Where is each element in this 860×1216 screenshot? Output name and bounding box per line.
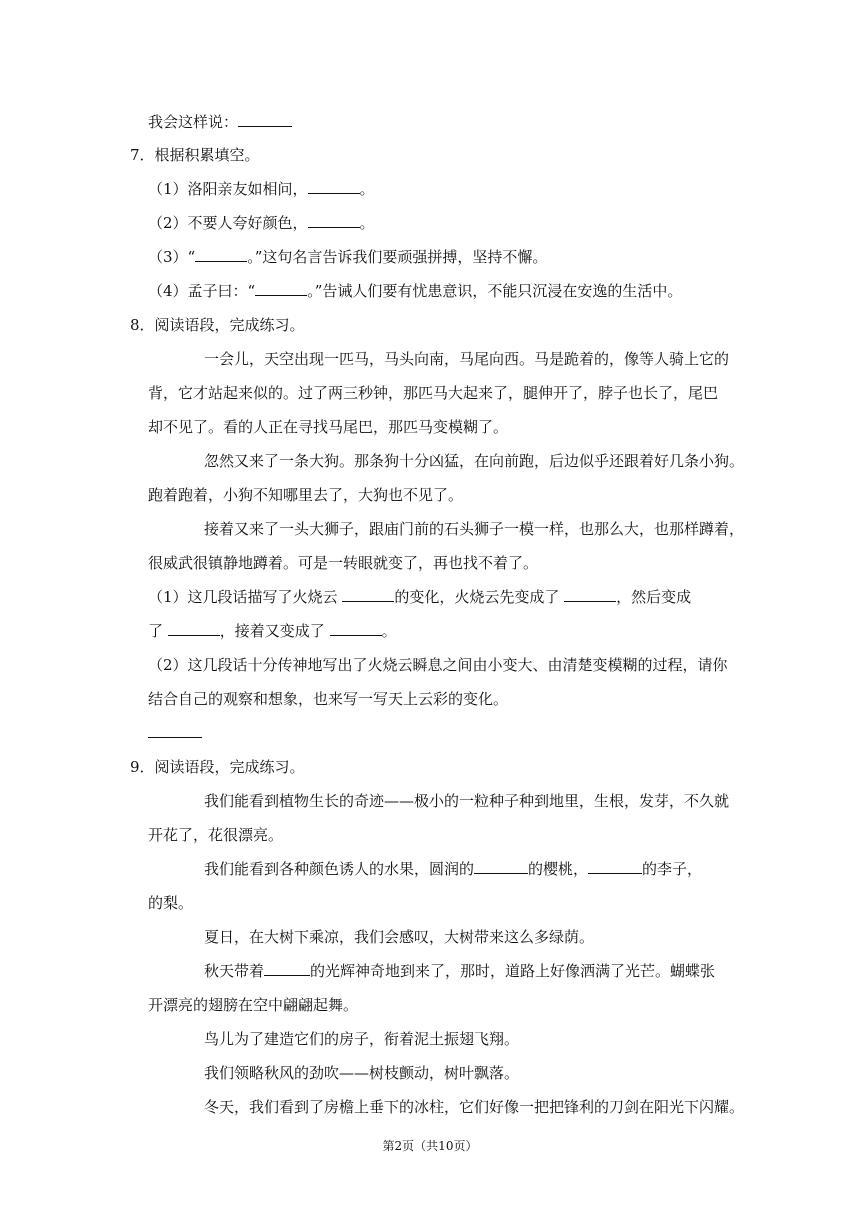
answer-blank[interactable]	[264, 961, 310, 976]
q7-title: 7．根据积累填空。	[130, 146, 260, 164]
q6-answer-line	[148, 112, 292, 132]
q8-para-3-line-2: 很威武很镇静地蹲着。可是一转眼就变了，再也找不着了。	[148, 554, 539, 572]
q8-para-1-line-1: 一会儿，天空出现一匹马，马头向南，马尾向西。马是跪着的，像等人骑上它的	[204, 350, 730, 368]
q7-item-3-end: 。”这句名言告诉我们要顽强拼搏，坚持不懈。	[247, 248, 548, 266]
answer-blank[interactable]	[308, 179, 360, 194]
q8-sub-1-text-b: 的变化，火烧云先变成了	[394, 588, 565, 606]
q9-para-2-text-b: 的樱桃，	[528, 860, 589, 878]
q8-sub-2-answer-line	[148, 723, 202, 743]
answer-blank[interactable]	[330, 621, 382, 636]
q9-para-2-line-1	[204, 859, 702, 879]
q8-title: 8．阅读语段，完成练习。	[130, 316, 305, 334]
answer-blank[interactable]	[255, 281, 307, 296]
q8-sub-1-line-1	[148, 587, 691, 607]
answer-blank[interactable]	[148, 723, 202, 738]
q9-para-1-line-2: 开花了，花很漂亮。	[148, 826, 284, 844]
q8-sub-1-text-f: 。	[381, 622, 397, 640]
q7-item-4	[148, 281, 682, 301]
q7-item-4-text: （4）孟子曰：“	[148, 282, 256, 300]
q7-item-1-end: 。	[359, 180, 375, 198]
q7-item-2-end: 。	[359, 214, 375, 232]
answer-blank[interactable]	[342, 587, 394, 602]
q6-say-label: 我会这样说：	[148, 113, 239, 131]
q9-para-7: 冬天，我们看到了房檐上垂下的冰柱，它们好像一把把锋利的刀剑在阳光下闪耀。	[204, 1098, 745, 1116]
q9-title: 9．阅读语段，完成练习。	[130, 758, 305, 776]
q9-para-1-line-1: 我们能看到植物生长的奇迹——极小的一粒种子种到地里，生根，发芽，不久就	[204, 792, 730, 810]
q9-para-2-text-c: 的李子，	[642, 860, 703, 878]
q9-para-2-text-a: 我们能看到各种颜色诱人的水果，圆润的	[204, 860, 475, 878]
q8-sub-2-line-1: （2）这几段话十分传神地写出了火烧云瞬息之间由小变大、由清楚变模糊的过程，请你	[148, 656, 728, 674]
q8-para-1-line-2: 背，它才站起来似的。过了两三秒钟，那匹马大起来了，腿伸开了，脖子也长了，尾巴	[148, 384, 719, 402]
q7-item-3-text: （3）“	[148, 248, 196, 266]
q9-para-3: 夏日，在大树下乘凉，我们会感叹，大树带来这么多绿荫。	[204, 928, 595, 946]
answer-blank[interactable]	[588, 859, 642, 874]
page-footer: 第2页（共10页）	[382, 1139, 478, 1153]
q8-sub-1-text-e: ，接着又变成了	[219, 622, 330, 640]
q8-sub-1-text-a: （1）这几段话描写了火烧云	[148, 588, 343, 606]
q7-item-4-end: 。”告诫人们要有忧患意识，不能只沉浸在安逸的生活中。	[307, 282, 683, 300]
q8-sub-2-line-2: 结合自己的观察和想象，也来写一写天上云彩的变化。	[148, 690, 509, 708]
q9-para-4-text-a: 秋天带着	[204, 962, 265, 980]
answer-blank[interactable]	[168, 621, 220, 636]
q9-para-2-line-2: 的梨。	[148, 894, 194, 912]
q7-item-2	[148, 213, 375, 233]
answer-blank[interactable]	[474, 859, 528, 874]
q9-para-5: 鸟儿为了建造它们的房子，衔着泥土振翅飞翔。	[204, 1030, 520, 1048]
q7-item-2-text: （2）不要人夸好颜色，	[148, 214, 308, 232]
q8-para-3-line-1: 接着又来了一头大狮子，跟庙门前的石头狮子一模一样，也那么大，也那样蹲着，	[204, 520, 745, 538]
q8-para-1-line-3: 却不见了。看的人正在寻找马尾巴，那匹马变模糊了。	[148, 418, 509, 436]
q9-para-4-line-1	[204, 961, 715, 981]
q7-item-1	[148, 179, 375, 199]
q8-para-2-line-2: 跑着跑着，小狗不知哪里去了，大狗也不见了。	[148, 486, 464, 504]
q8-para-2-line-1: 忽然又来了一条大狗。那条狗十分凶猛，在向前跑，后边似乎还跟着好几条小狗。	[204, 452, 745, 470]
answer-blank[interactable]	[238, 112, 292, 127]
q8-sub-1-text-c: ，然后变成	[616, 588, 692, 606]
q7-item-3	[148, 247, 547, 267]
q9-para-4-line-2: 开漂亮的翅膀在空中翩翩起舞。	[148, 996, 359, 1014]
q8-sub-1-text-d: 了	[148, 622, 168, 640]
answer-blank[interactable]	[308, 213, 360, 228]
q9-para-6: 我们领略秋风的劲吹——树枝颤动，树叶飘落。	[204, 1064, 520, 1082]
q7-item-1-text: （1）洛阳亲友如相问，	[148, 180, 308, 198]
q8-sub-1-line-2	[148, 621, 397, 641]
answer-blank[interactable]	[564, 587, 616, 602]
answer-blank[interactable]	[195, 247, 247, 262]
q9-para-4-text-b: 的光辉神奇地到来了，那时，道路上好像洒满了光芒。蝴蝶张	[310, 962, 716, 980]
